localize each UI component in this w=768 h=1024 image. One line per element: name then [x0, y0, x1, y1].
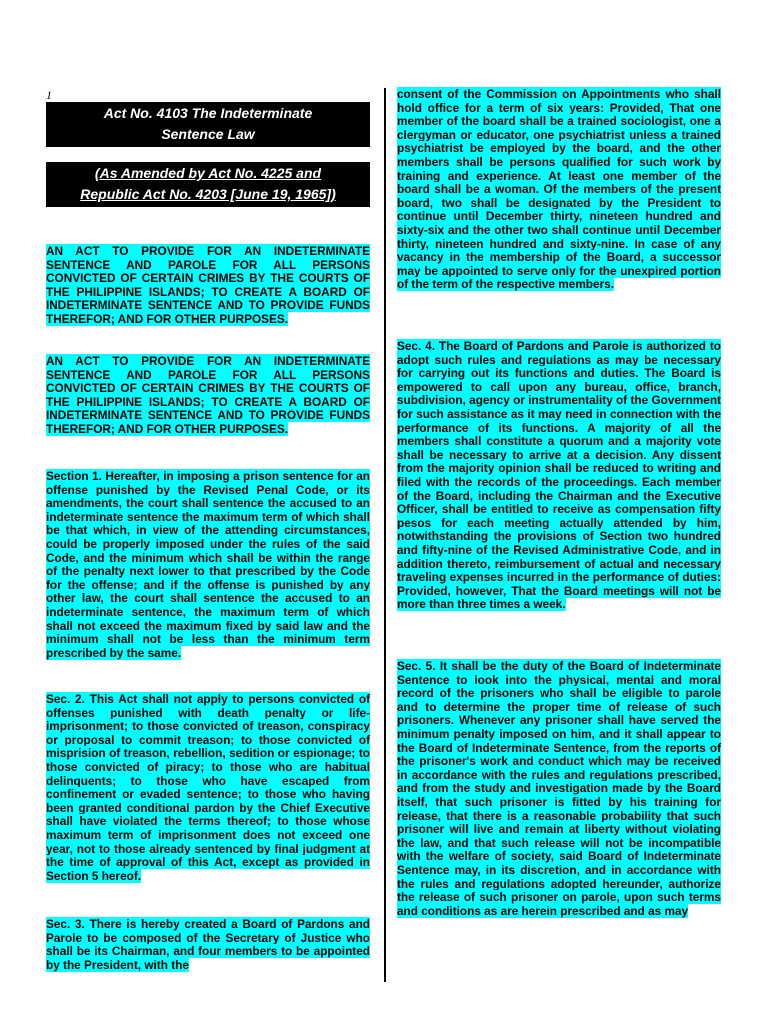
section-4-paragraph [397, 340, 721, 612]
section-2-paragraph [46, 693, 370, 883]
preamble-paragraph [46, 245, 370, 327]
section-4-text: Sec. 4. The Board of Pardons and Parole is authorized to adopt such rules and regulations as may be necessary for carrying out its functions and duties. The Board is empowered to call upon any bureau, office, branch, subdivision, agency or instrumentality of the Government for such assistance as it may need in connection with the performance of its functions. A majority of all the members shall constitute a quorum and a majority vote shall be necessary to arrive at a decision. Any dissent from the majority opinion shall be reduced to writing and filed with the records of the proceedings. Each member of the Board, including the Chairman and the Executive Officer, shall be entitled to receive as compensation fifty pesos for each meeting actually attended by him, notwithstanding the provisions of Section two hundred and fifty-nine of the Revised Administrative Code, and in addition thereto, reimbursement of actual and necessary traveling expenses incurred in the performance of duties: Provided, however, That the Board meetings will not be more than three times a week. [397, 339, 721, 612]
section-1-text: Section 1. Hereafter, in imposing a prison sentence for an offense punished by the Revised Penal Code, or its amendments, the court shall sentence the accused to an indeterminate sentence the maximum term of which shall be that which, in view of the attending circumstances, could be properly imposed under the rules of the said Code, and the minimum which shall be within the range of the penalty next lower to that prescribed by the Code for the offense; and if the offense is punished by any other law, the court shall sentence the accused to an indeterminate sentence, the maximum term of which shall not exceed the maximum fixed by said law and the minimum shall not be less than the minimum term prescribed by the same. [46, 469, 370, 660]
preamble-paragraph-repeat [46, 355, 370, 437]
preamble-text-repeat: AN ACT TO PROVIDE FOR AN INDETERMINATE SENTENCE AND PAROLE FOR ALL PERSONS CONVICTED OF CERTAIN CRIMES BY THE COURTS OF THE PHILIPPINE ISLANDS; TO CREATE A BOARD OF INDETERMINATE SENTENCE AND TO PROVIDE FUNDS THEREFOR; AND FOR OTHER PURPOSES. [46, 354, 370, 436]
subtitle-line-2: Republic Act No. 4203 [June 19, 1965]) [80, 186, 336, 202]
document-subtitle [46, 162, 370, 207]
title-line-2: Sentence Law [161, 126, 255, 142]
section-5-text: Sec. 5. It shall be the duty of the Board of Indeterminate Sentence to look into the physical, mental and moral record of the prisoners who shall be eligible to parole and to determine the proper time of release of such prisoners. Whenever any prisoner shall have served the minimum penalty imposed on him, and it shall appear to the Board of Indeterminate Sentence, from the reports of the prisoner's work and conduct which may be received in accordance with the rules and regulations prescribed, and from the study and investigation made by the Board itself, that such prisoner is fitted by his training for release, that there is a reasonable probability that such prisoner will live and remain at liberty without violating the law, and that such release will not be incompatible with the welfare of society, said Board of Indeterminate Sentence may, in its discretion, and in accordance with the rules and regulations adopted hereunder, authorize the release of such prisoner on parole, upon such terms and conditions as are herein prescribed and as may [397, 659, 721, 918]
title-line-1: Act No. 4103 The Indeterminate [103, 105, 313, 121]
subtitle-line-1: (As Amended by Act No. 4225 and [94, 165, 322, 181]
column-divider [384, 88, 386, 982]
section-3-continued-paragraph [397, 88, 721, 292]
section-5-paragraph [397, 660, 721, 918]
section-3-paragraph [46, 918, 370, 972]
section-3-text: Sec. 3. There is hereby created a Board of Pardons and Parole to be composed of the Secretary of Justice who shall be its Chairman, and four members to be appointed by the President, with the [46, 917, 370, 972]
page-number: 1 [46, 88, 52, 102]
section-2-text: Sec. 2. This Act shall not apply to persons convicted of offenses punished with death penalty or life-imprisonment; to those convicted of treason, conspiracy or proposal to commit treason; to those convicted of misprision of treason, rebellion, sedition or espionage; to those convicted of piracy; to those who are habitual delinquents; to those who have escaped from confinement or evaded sentence; to those who having been granted conditional pardon by the Chief Executive shall have violated the terms thereof; to those whose maximum term of imprisonment does not exceed one year, not to those already sentenced by final judgment at the time of approval of this Act, except as provided in Section 5 hereof. [46, 692, 370, 883]
document-title [46, 102, 370, 147]
section-1-paragraph [46, 470, 370, 660]
preamble-text: AN ACT TO PROVIDE FOR AN INDETERMINATE SENTENCE AND PAROLE FOR ALL PERSONS CONVICTED OF CERTAIN CRIMES BY THE COURTS OF THE PHILIPPINE ISLANDS; TO CREATE A BOARD OF INDETERMINATE SENTENCE AND TO PROVIDE FUNDS THEREFOR; AND FOR OTHER PURPOSES. [46, 244, 370, 326]
section-3-continued-text: consent of the Commission on Appointments who shall hold office for a term of six years: Provided, That one member of the board shall be a trained sociologist, one a clergyman or educator, one psychiatrist unless a trained psychiatrist be employed by the board, and the other members shall be persons qualified for such work by training and experience. At least one member of the board shall be a woman. Of the members of the present board, two shall be designated by the President to continue until December thirty, nineteen hundred and sixty-six and the other two shall continue until December thirty, nineteen hundred and sixty-nine. In case of any vacancy in the membership of the Board, a successor may be appointed to serve only for the unexpired portion of the term of the respective members. [397, 87, 721, 292]
